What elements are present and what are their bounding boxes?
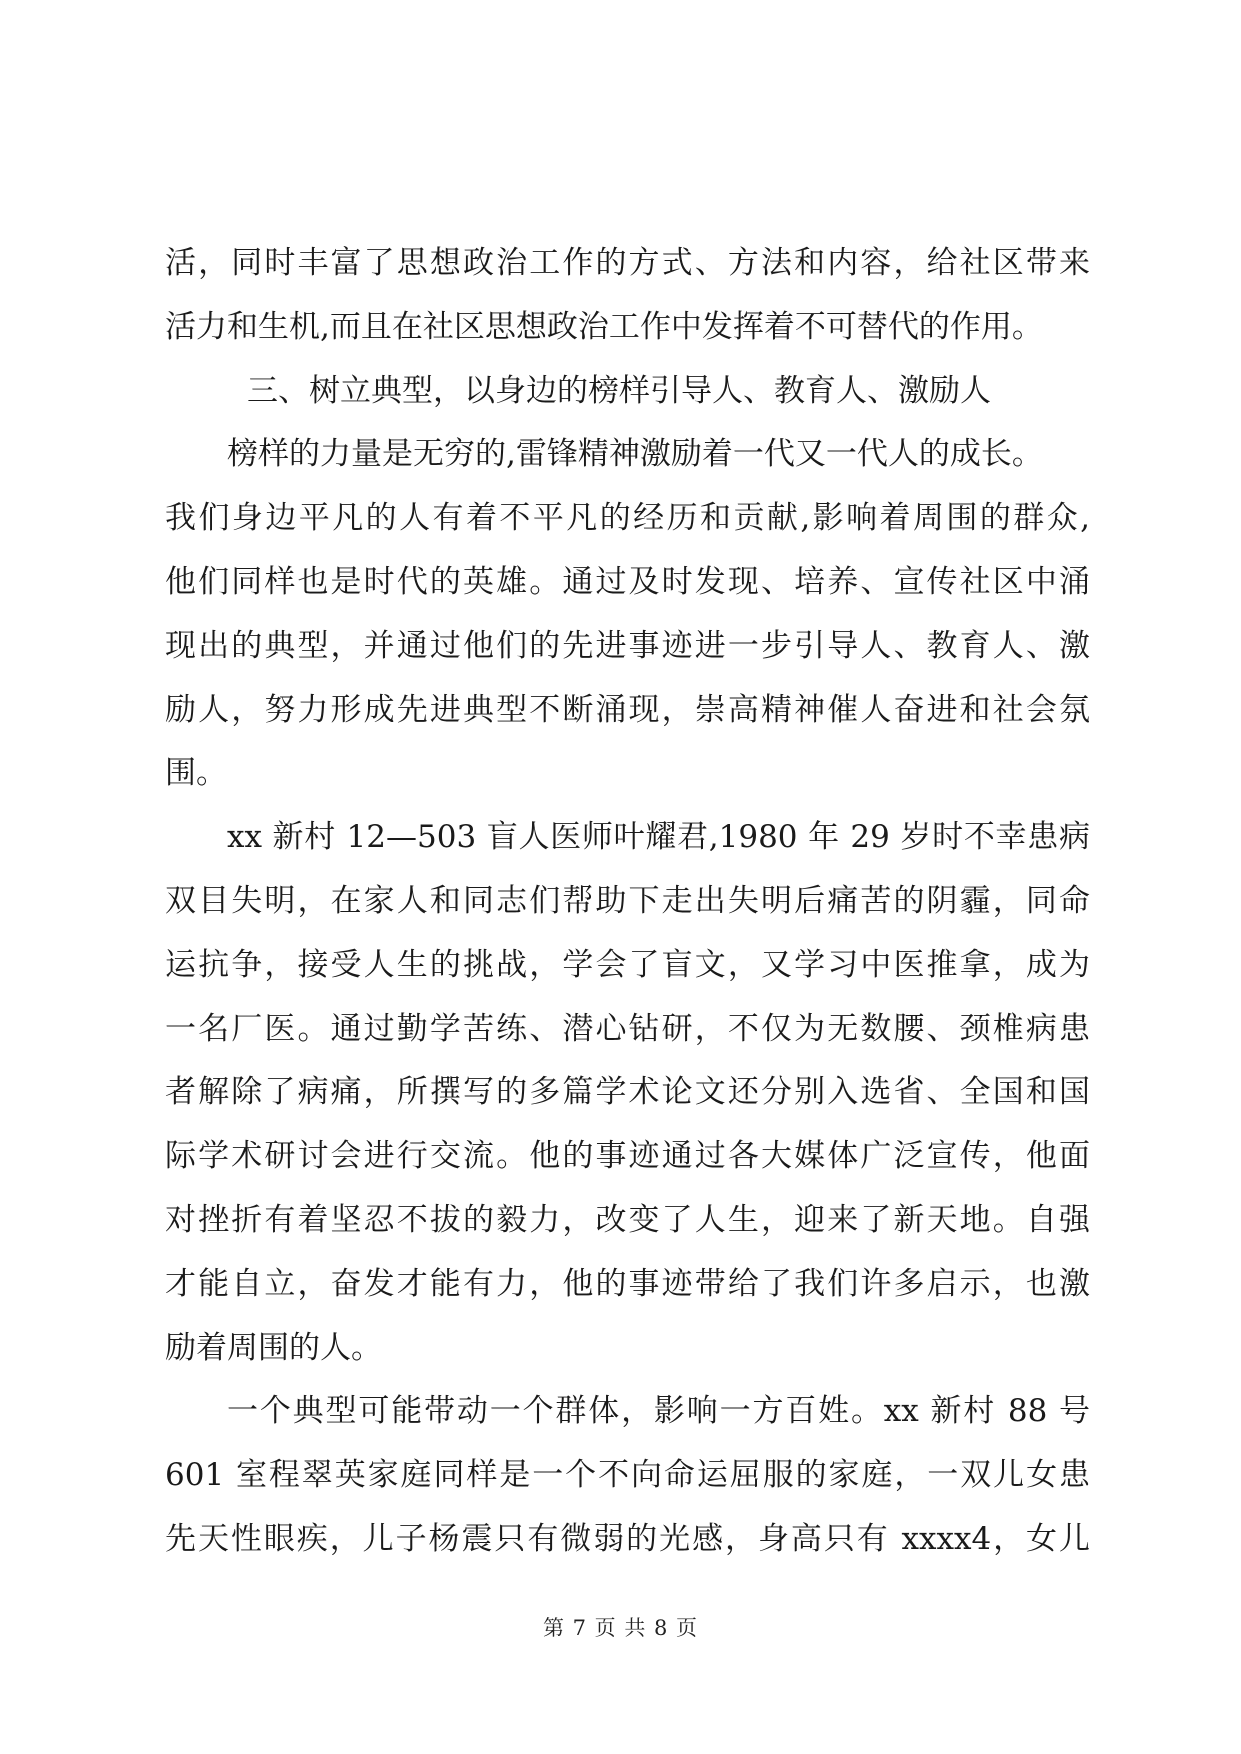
text-line: 我们身边平凡的人有着不平凡的经历和贡献,影响着周围的群众, [165,500,1090,537]
text-line: 601 室程翠英家庭同样是一个不向命运屈服的家庭，一双儿女患 [165,1457,1090,1494]
text-line: xx 新村 12—503 盲人医师叶耀君,1980 年 29 岁时不幸患病 [227,819,1090,856]
text-line: 运抗争，接受人生的挑战，学会了盲文，又学习中医推拿，成为 [165,946,1090,983]
text-line: 一个典型可能带动一个群体，影响一方百姓。xx 新村 88 号 [227,1393,1090,1430]
text-line: 际学术研讨会进行交流。他的事迹通过各大媒体广泛宣传，他面 [165,1138,1090,1175]
text-line: 励着周围的人。 [165,1329,382,1366]
text-line: 一名厂医。通过勤学苦练、潜心钻研，不仅为无数腰、颈椎病患 [165,1010,1090,1047]
text-line: 先天性眼疾，儿子杨震只有微弱的光感，身高只有 xxxx4，女儿 [165,1520,1090,1557]
text-line: 活，同时丰富了思想政治工作的方式、方法和内容，给社区带来 [165,245,1090,281]
text-line: 对挫折有着坚忍不拔的毅力，改变了人生，迎来了新天地。自强 [165,1201,1090,1238]
document-body [165,232,1090,1572]
text-line: 才能自立，奋发才能有力，他的事迹带给了我们许多启示，也激 [165,1265,1090,1302]
text-line: 榜样的力量是无穷的,雷锋精神激励着一代又一代人的成长。 [227,436,1043,473]
text-line: 他们同样也是时代的英雄。通过及时发现、培养、宣传社区中涌 [165,563,1090,600]
text-line: 者解除了病痛，所撰写的多篇学术论文还分别入选省、全国和国 [165,1074,1090,1111]
text-line: 励人，努力形成先进典型不断涌现，崇高精神催人奋进和社会氛 [165,691,1090,728]
text-line: 现出的典型，并通过他们的先进事迹进一步引导人、教育人、激 [165,627,1090,664]
page-number: 第 7 页 共 8 页 [542,1616,699,1640]
page-footer [0,1612,1241,1642]
text-line: 围。 [165,755,227,792]
text-line: 双目失明，在家人和同志们帮助下走出失明后痛苦的阴霾，同命 [165,882,1090,919]
section-heading: 三、树立典型，以身边的榜样引导人、教育人、激励人 [247,372,991,409]
text-line: 活力和生机,而且在社区思想政治工作中发挥着不可替代的作用。 [165,308,1043,345]
